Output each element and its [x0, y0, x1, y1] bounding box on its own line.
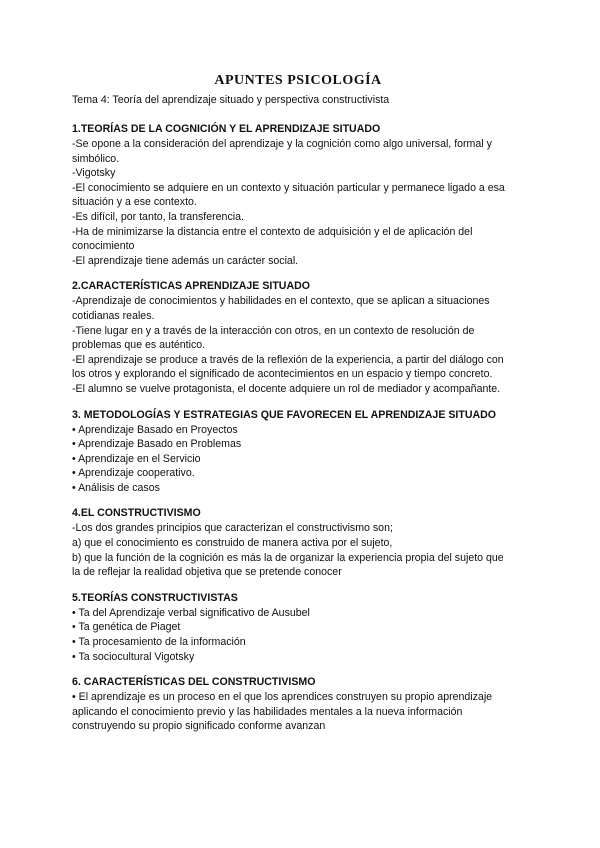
text-line: situación y a ese contexto. [72, 196, 197, 209]
text-line: • Ta genética de Piaget [72, 621, 181, 634]
text-line: -Ha de minimizarse la distancia entre el contexto de adquisición y el de aplicación del [72, 225, 473, 238]
text-line: • Ta del Aprendizaje verbal significativo de Ausubel [72, 606, 310, 619]
text-line: • El aprendizaje es un proceso en el que los aprendices construyen su propio aprendizaje [72, 691, 493, 704]
text-line: • Ta sociocultural Vigotsky [72, 650, 195, 663]
section-heading: 4.EL CONSTRUCTIVISMO [72, 507, 201, 520]
text-line: a) que el conocimiento es construido de manera activa por el sujeto, [72, 537, 393, 550]
section-3 [72, 408, 524, 496]
text-line: b) que la función de la cognición es más la de organizar la experiencia propia del sujeto que [72, 551, 504, 564]
section-4 [72, 506, 524, 579]
section-heading: 5.TEORÍAS CONSTRUCTIVISTAS [72, 591, 238, 604]
section-heading: 1.TEORÍAS DE LA COGNICIÓN Y EL APRENDIZAJE SITUADO [72, 123, 381, 135]
text-line: • Aprendizaje cooperativo. [72, 467, 195, 480]
text-line: la de reflejar la realidad objetiva que se pretende conocer [72, 566, 342, 579]
text-line: -El aprendizaje se produce a través de la reflexión de la experiencia, a partir del diálogo con [72, 353, 504, 366]
text-line: conocimiento [72, 240, 135, 253]
text-line: • Aprendizaje Basado en Problemas [72, 438, 242, 451]
text-line: • Aprendizaje en el Servicio [72, 452, 201, 465]
section-heading: 2.CARACTERÍSTICAS APRENDIZAJE SITUADO [72, 280, 310, 293]
text-line: • Análisis de casos [72, 481, 160, 494]
text-line: -El conocimiento se adquiere en un contexto y situación particular y permanece ligado a esa [72, 181, 505, 194]
page-subtitle: Tema 4: Teoría del aprendizaje situado y perspectiva constructivista [72, 94, 390, 106]
text-line: los otros y explorando el significado de acontecimientos en un espacio y tiempo concreto. [72, 368, 493, 381]
text-line: • Aprendizaje Basado en Proyectos [72, 423, 238, 436]
text-line: simbólico. [72, 152, 120, 165]
section-1 [72, 122, 524, 268]
section-6 [72, 675, 524, 734]
text-line: -Se opone a la consideración del aprendizaje y la cognición como algo universal, formal y [72, 138, 492, 150]
section-heading: 3. METODOLOGÍAS Y ESTRATEGIAS QUE FAVORECEN EL APRENDIZAJE SITUADO [72, 408, 497, 421]
text-line: -Aprendizaje de conocimientos y habilidades en el contexto, que se aplican a situaciones [72, 295, 490, 308]
section-5 [72, 591, 524, 664]
text-line: • Ta procesamiento de la información [72, 636, 246, 649]
text-line: aplicando el conocimiento previo y las habilidades mentales a la nueva información [72, 705, 463, 718]
page-title: APUNTES PSICOLOGÍA [214, 73, 382, 88]
section-2 [72, 279, 524, 396]
text-line: -El alumno se vuelve protagonista, el docente adquiere un rol de mediador y acompañante. [72, 382, 501, 395]
section-heading: 6. CARACTERÍSTICAS DEL CONSTRUCTIVISMO [72, 676, 316, 689]
text-line: -Los dos grandes principios que caracterizan el constructivismo son; [72, 522, 393, 535]
sections-container [72, 122, 524, 734]
text-line: problemas que es auténtico. [72, 339, 206, 352]
text-line: cotidianas reales. [72, 309, 155, 322]
text-line: -Es difícil, por tanto, la transferencia. [72, 210, 244, 223]
text-line: -Tiene lugar en y a través de la interacción con otros, en un contexto de resolución de [72, 324, 475, 337]
text-line: construyendo su propio significado conforme avanzan [72, 720, 326, 733]
text-line: -Vigotsky [72, 167, 116, 180]
text-line: -El aprendizaje tiene además un carácter social. [72, 254, 299, 267]
